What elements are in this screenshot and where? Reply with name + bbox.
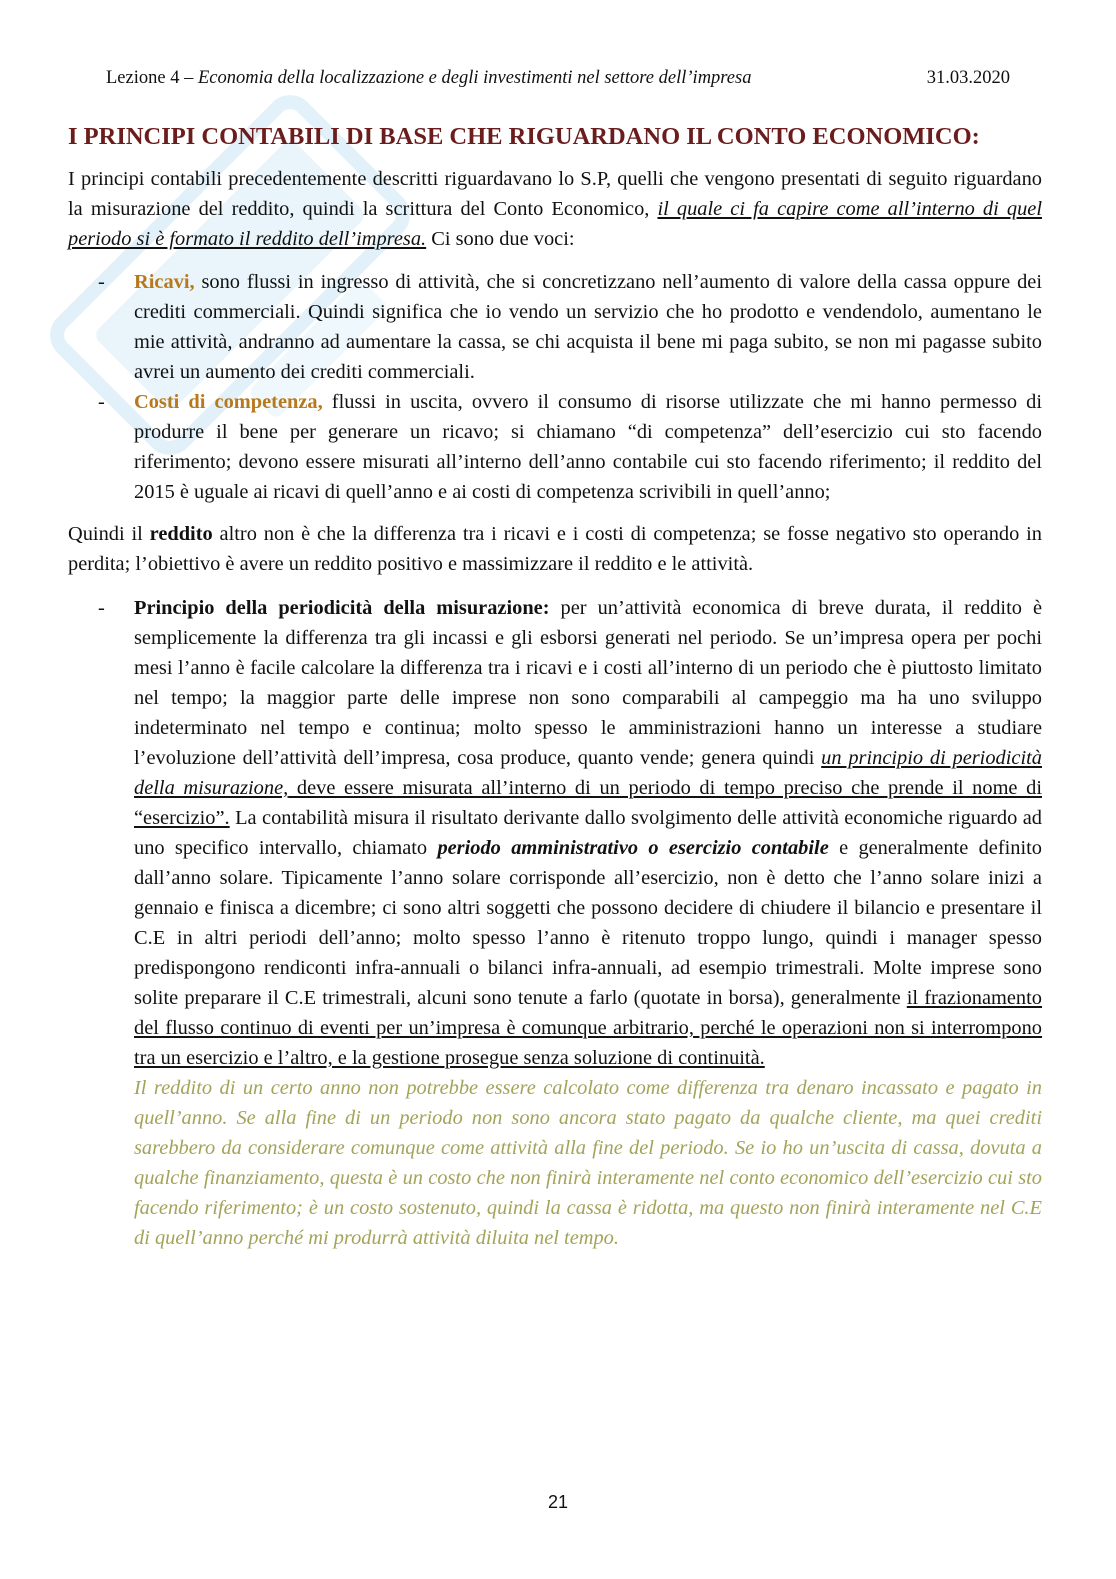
- reddito-paragraph: [68, 519, 1042, 579]
- principle-list: [68, 593, 1042, 1253]
- list-dash: -: [98, 597, 105, 619]
- intro-text-before: I principi contabili precedentemente descritti riguardavano lo S.P, quelli che vengono presentati di seguito riguardano la misurazione del reddito, quindi la scrittura del Conto Economico,: [68, 168, 1042, 220]
- list-item-ricavi: [68, 267, 1042, 387]
- costi-text: flussi in uscita, ovvero il consumo di risorse utilizzate che mi hanno permesso di produrre il bene per generare un ricavo; si chiamano “di competenza” dell’esercizio cui sto facendo riferimento; devono essere misurati all’interno dell’anno contabile cui sto facendo riferimento; il reddito del 2015 è uguale ai ricavi di quell’anno e ai costi di competenza scrivibili in quell’anno;: [134, 391, 1042, 503]
- header-lesson: Lezione 4 –: [106, 68, 194, 88]
- term-costi: Costi di competenza,: [134, 391, 323, 413]
- intro-emphasis: il quale ci fa capire come all’interno di quel periodo si è formato il reddito dell’impresa.: [68, 198, 1042, 250]
- reddito-bold: reddito: [149, 523, 213, 545]
- list-item-principle: [68, 593, 1042, 1253]
- header-date: 31.03.2020: [926, 68, 1010, 88]
- term-ricavi: Ricavi,: [134, 271, 195, 293]
- list-dash: -: [98, 391, 105, 413]
- principle-text3: e generalmente definito dall’anno solare. Tipicamente l’anno solare corrisponde all’esercizio, non è detto che l’anno solare inizi a gennaio e finisca a dicembre; ci sono altri soggetti che possono decidere di chiudere il bilancio e presentare il C.E in altri periodi dell’anno; molto spesso l’anno è ritenuto troppo lungo, quindi i manager spesso predispongono rendiconti infra-annuali o bilanci infra-annuali, ad esempio trimestrali. Molte imprese sono solite preparare il C.E trimestrali, alcuni sono tenute a farlo (quotate in borsa), generalmente: [134, 837, 1042, 1009]
- reddito-after: altro non è che la differenza tra i ricavi e i costi di competenza; se fosse negativo sto operando in perdita; l’obiettivo è avere un reddito positivo e massimizzare il reddito e le attività.: [68, 523, 1042, 575]
- page-number: 21: [547, 1492, 569, 1512]
- header-lesson-line: [106, 68, 751, 89]
- principle-term: Principio della periodicità della misurazione:: [134, 597, 550, 619]
- principle-text2: La contabilità misura il risultato derivante dallo svolgimento delle attività economiche riguardo ad uno specifico intervallo, chiamato: [134, 807, 1042, 859]
- principle-ul-text: deve essere misurata all’interno di un periodo di tempo preciso che prende il nome di “esercizio”.: [134, 777, 1042, 829]
- section-title: I PRINCIPI CONTABILI DI BASE CHE RIGUARDANO IL CONTO ECONOMICO:: [68, 123, 980, 150]
- principle-ul-text2: il frazionamento del flusso continuo di eventi per un’impresa è comunque arbitrario, perché le operazioni non si interrompono tra un esercizio e l’altro, e la gestione prosegue senza soluzione di continuità.: [134, 987, 1042, 1069]
- header-subject: Economia della localizzazione e degli investimenti nel settore dell’impresa: [197, 68, 752, 88]
- principle-ul-italic: un principio di periodicità della misurazione,: [134, 747, 1042, 799]
- principle-note: Il reddito di un certo anno non potrebbe essere calcolato come differenza tra denaro incassato e pagato in quell’anno. Se alla fine di un periodo non sono ancora stato pagato da qualche cliente, ma quei crediti sarebbero da considerare comunque come attività alla fine del periodo. Se io ho un’uscita di cassa, dovuta a qualche finanziamento, questa è un costo che non finirà interamente nel conto economico dell’esercizio cui sto facendo riferimento; è un costo sostenuto, quindi la cassa è ridotta, ma questo non finirà interamente nel C.E di quell’anno perché mi produrrà attività diluita nel tempo.: [134, 1077, 1042, 1249]
- ricavi-text: sono flussi in ingresso di attività, che si concretizzano nell’aumento di valore della cassa oppure dei crediti commerciali. Quindi significa che io vendo un servizio che ho prodotto e vendendolo, aumentano le mie attività, andranno ad aumentare la cassa, se chi acquista il bene mi paga subito, se non mi pagasse subito avrei un aumento dei crediti commerciali.: [134, 271, 1042, 383]
- page-header: [106, 68, 1010, 89]
- page-content: [68, 120, 1042, 1265]
- reddito-before: Quindi il: [68, 523, 150, 545]
- principle-text1: per un’attività economica di breve durata, il reddito è semplicemente la differenza tra gli incassi e gli esborsi generati nel periodo. Se un’impresa opera per pochi mesi l’anno è facile calcolare la differenza tra i ricavi e i costi all’interno di un periodo che è piuttosto limitato nel tempo; la maggior parte delle imprese non sono comparabili al campeggio ma ha uno sviluppo indeterminato nel tempo e continua; molto spesso le amministrazioni hanno un interesse a studiare l’evoluzione dell’attività dell’impresa, cosa produce, quanto vende; genera quindi: [134, 597, 1042, 769]
- items-list: [68, 267, 1042, 507]
- intro-text-after: Ci sono due voci:: [426, 228, 575, 250]
- list-dash: -: [98, 271, 105, 293]
- list-item-costi: [68, 387, 1042, 507]
- principle-bold-italic: periodo amministrativo o esercizio contabile: [437, 837, 829, 859]
- intro-paragraph: [68, 164, 1042, 254]
